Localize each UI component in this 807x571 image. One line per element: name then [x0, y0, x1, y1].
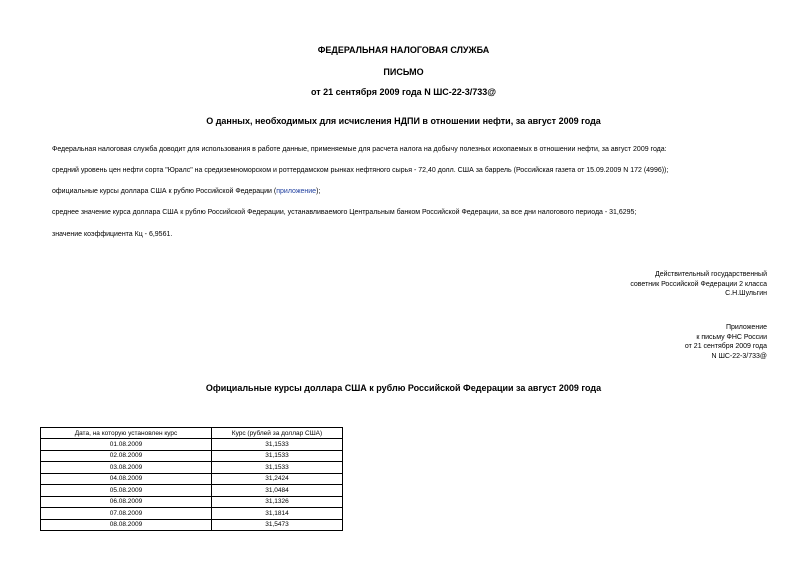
- cell-rate: 31,2424: [212, 473, 343, 485]
- table-row: [41, 519, 343, 531]
- cell-rate: 31,1326: [212, 496, 343, 508]
- cell-date: 03.08.2009: [41, 462, 212, 474]
- table-row: [41, 508, 343, 520]
- appendix-line-1: Приложение: [725, 324, 767, 331]
- cell-date: 04.08.2009: [41, 473, 212, 485]
- column-header-rate: Курс (рублей за доллар США): [212, 428, 343, 439]
- paragraph-exchange-rates: [52, 188, 772, 195]
- document-subject: О данных, необходимых для исчисления НДПИ в отношении нефти, за август 2009 года: [206, 116, 601, 126]
- cell-rate: 31,1533: [212, 439, 343, 451]
- cell-date: 06.08.2009: [41, 496, 212, 508]
- table-row: [41, 462, 343, 474]
- cell-rate: 31,1533: [212, 450, 343, 462]
- signature-name: С.Н.Шульгин: [725, 290, 767, 297]
- table-title: Официальные курсы доллара США к рублю Российской Федерации за август 2009 года: [205, 383, 602, 393]
- cell-rate: 31,1533: [212, 462, 343, 474]
- paragraph-average-rate: среднее значение курса доллара США к рублю Российской Федерации, устанавливаемого Центральным банком Российской Федерации, за все дни налогового периода - 31,6295;: [52, 209, 637, 216]
- paragraph-exchange-rates-text: официальные курсы доллара США к рублю Российской Федерации (: [52, 188, 277, 195]
- cell-date: 07.08.2009: [41, 508, 212, 520]
- table-row: [41, 450, 343, 462]
- appendix-line-2: к письму ФНС России: [696, 333, 767, 341]
- cell-date: 05.08.2009: [41, 485, 212, 497]
- table-row: [41, 496, 343, 508]
- table-row: [41, 485, 343, 497]
- agency-title: ФЕДЕРАЛЬНАЯ НАЛОГОВАЯ СЛУЖБА: [317, 45, 490, 55]
- appendix-link[interactable]: приложение: [276, 188, 317, 195]
- cell-date: 01.08.2009: [41, 439, 212, 451]
- signature-line-1: Действительный государственный: [655, 271, 767, 278]
- document-type: ПИСЬМО: [383, 67, 424, 77]
- appendix-line-4: N ШС-22-3/733@: [711, 352, 767, 360]
- paragraph-intro: Федеральная налоговая служба доводит для использования в работе данные, применяемые для расчета налога на добычу полезных ископаемых в отношении нефти, за август 2009 года:: [52, 146, 667, 153]
- cell-rate: 31,5473: [212, 519, 343, 531]
- cell-rate: 31,1814: [212, 508, 343, 520]
- appendix-line-3: от 21 сентября 2009 года: [684, 343, 767, 350]
- table-header-row: [41, 428, 343, 439]
- appendix-block: [685, 323, 767, 361]
- cell-date: 02.08.2009: [41, 450, 212, 462]
- exchange-rate-table: [40, 427, 343, 531]
- table-row: [41, 473, 343, 485]
- cell-date: 08.08.2009: [41, 519, 212, 531]
- paragraph-oil-price: средний уровень цен нефти сорта "Юралс" на средиземноморском и роттердамском рынках нефтяного сырья - 72,40 долл. США за баррель (Российская газета от 15.09.2009 N 172 (4996));: [52, 167, 669, 174]
- cell-rate: 31,0484: [212, 485, 343, 497]
- signature-block: [630, 270, 767, 299]
- signature-line-2: советник Российской Федерации 2 класса: [630, 280, 767, 288]
- paragraph-exchange-rates-end: );: [316, 188, 321, 195]
- column-header-date: Дата, на которую установлен курс: [41, 428, 212, 439]
- document-date-number: от 21 сентября 2009 года N ШС-22-3/733@: [310, 87, 497, 97]
- paragraph-coefficient: значение коэффициента Кц - 6,9561.: [52, 231, 173, 238]
- table-row: [41, 439, 343, 451]
